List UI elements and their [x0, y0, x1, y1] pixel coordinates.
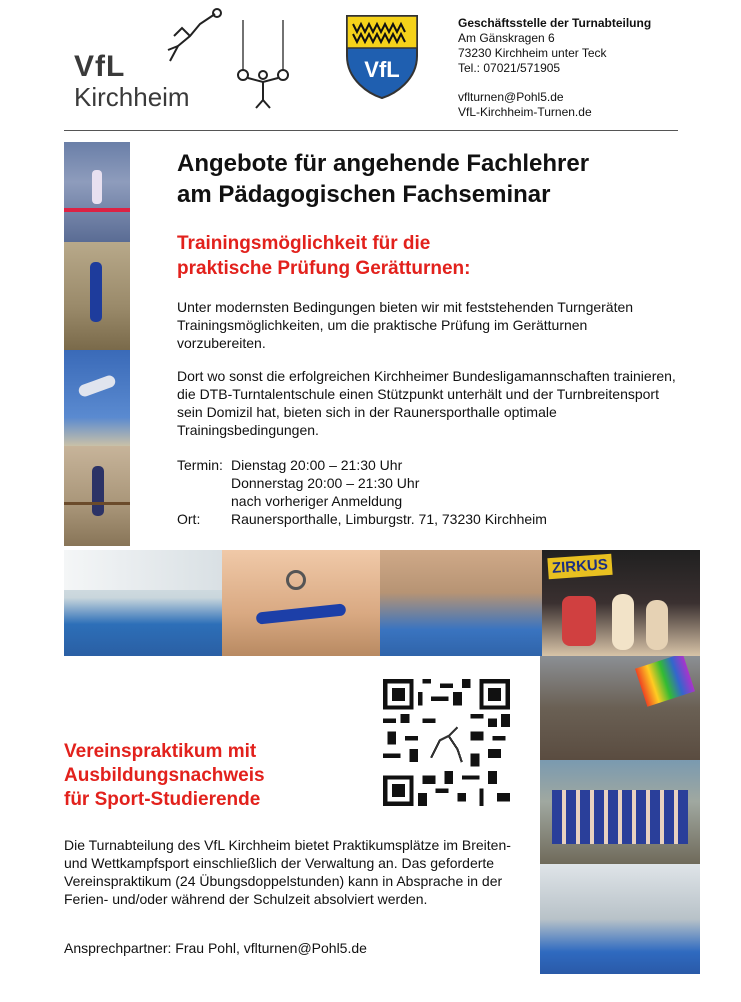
internship-title-line-1: Vereinspraktikum mit	[64, 741, 257, 762]
photo-team-lineup	[540, 760, 700, 864]
photo-uneven-bars	[64, 142, 130, 242]
subtitle-line-2: praktische Prüfung Gerätturnen:	[177, 258, 471, 279]
office-website[interactable]: VfL-Kirchheim-Turnen.de	[458, 105, 592, 119]
paragraph-internship: Die Turnabteilung des VfL Kirchheim bietet Praktikumsplätze im Breiten- und Wettkampfsport einschließlich der Verwaltung an. Das geforderte Vereinspraktikum (24 Übungsdoppelstunden) kann in Absprache in der Ferien- und/oder während der Schulzeit absolviert werden.	[64, 837, 511, 907]
gymnast-figure-icon	[160, 6, 230, 76]
rings-gymnast-icon	[228, 20, 298, 110]
logo-text-kirchheim: Kirchheim	[74, 82, 190, 112]
logo-text-vfl: VfL	[74, 50, 126, 83]
photo-trampoline-hall	[380, 550, 542, 656]
office-city: 73230 Kirchheim unter Teck	[458, 46, 607, 60]
internship-title	[64, 740, 364, 812]
section-subtitle	[177, 231, 597, 281]
contact-line: Ansprechpartner: Frau Pohl, vflturnen@Pohl5.de	[64, 940, 367, 956]
vfl-crest-icon	[345, 14, 419, 100]
termin-thursday: Donnerstag 20:00 – 21:30 Uhr	[231, 475, 420, 491]
termin-tuesday: Dienstag 20:00 – 21:30 Uhr	[231, 457, 403, 473]
paragraph-location: Dort wo sonst die erfolgreichen Kirchheimer Bundesligamannschaften trainieren, die DTB-Turntalentschule einen Stützpunkt unterhält und der Turnbreitensport sein Domizil hat, bieten sich in der Raunersporthalle optimale Trainingsbedingungen.	[177, 368, 676, 438]
office-street: Am Gänskragen 6	[458, 31, 555, 45]
office-address	[458, 16, 651, 120]
header-divider	[64, 130, 678, 131]
title-line-2: am Pädagogischen Fachseminar	[177, 181, 551, 208]
photo-circus	[542, 550, 700, 656]
qr-code[interactable]	[383, 679, 510, 806]
ort-label: Ort:	[177, 511, 201, 527]
photo-balance-beam	[64, 446, 130, 546]
termin-note: nach vorheriger Anmeldung	[231, 493, 403, 509]
ort-value: Raunersporthalle, Limburgstr. 71, 73230 Kirchheim	[231, 511, 547, 527]
internship-title-line-3: für Sport-Studierende	[64, 789, 261, 810]
photo-rings	[222, 550, 380, 656]
photo-gym-hall	[64, 550, 222, 656]
office-title: Geschäftsstelle der Turnabteilung	[458, 16, 652, 30]
circus-sign: ZIRKUS	[547, 554, 612, 579]
schedule-block	[177, 456, 547, 528]
office-email[interactable]: vflturnen@Pohl5.de	[458, 90, 564, 104]
internship-title-line-2: Ausbildungsnachweis	[64, 765, 265, 786]
termin-label: Termin:	[177, 457, 223, 473]
photo-crowd	[540, 656, 700, 760]
paragraph-training: Unter modernsten Bedingungen bieten wir mit feststehenden Turngeräten Trainingsmöglichkeiten, um die praktische Prüfung im Gerätturnen vorzubereiten.	[177, 299, 634, 351]
crest-text: VfL	[364, 57, 400, 82]
subtitle-line-1: Trainingsmöglichkeit für die	[177, 233, 431, 254]
photo-vault	[64, 350, 130, 446]
photo-handstand	[64, 242, 130, 350]
page-title	[177, 148, 657, 210]
title-line-1: Angebote für angehende Fachlehrer	[177, 150, 590, 177]
office-phone: Tel.: 07021/571905	[458, 61, 561, 75]
photo-training-hall	[540, 864, 700, 974]
